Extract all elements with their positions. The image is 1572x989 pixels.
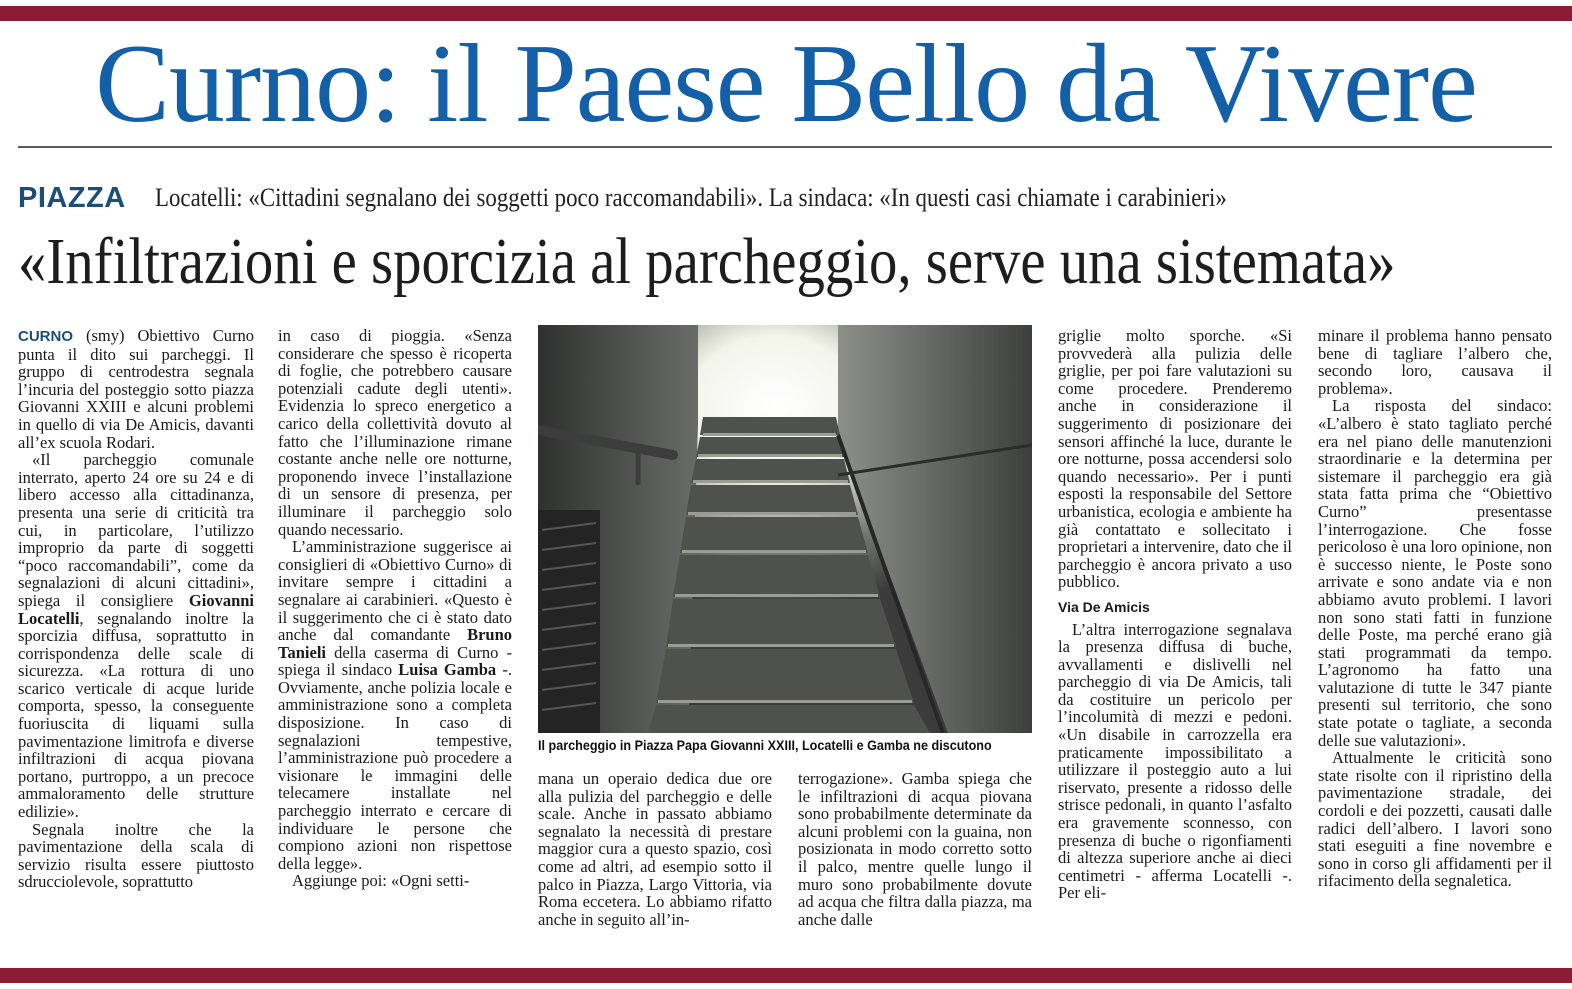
paragraph: in caso di pioggia. «Senza considerare che spesso è ricoperta di foglie, che potrebbero causare potenziali cadute degli utenti». Evidenzia lo spreco energetico a carico della collettività dovuto al fatto che l’illuminazione rimane costante anche nelle ore notturne, proponendo invece l’installazione di un sensore di presenza, per illuminare il parcheggio solo quando necessario.: [278, 326, 512, 539]
paragraph: Segnala inoltre che la pavimentazione della scala di servizio risulta essere piuttosto sdrucciolevole, soprattutto: [18, 819, 254, 892]
article-column-4: [798, 770, 1032, 928]
article-kicker: [18, 180, 1552, 216]
subheading: Via De Amicis: [1058, 598, 1150, 615]
paragraph-text: «Il parcheggio comunale interrato, aperto 24 ore su 24 e di libero accesso alla cittadinanza, presenta una serie di criticità tra cui, in particolare, l’utilizzo improprio da parte di soggetti “poco raccomandabili”, come da segnalazioni di alcuni cittadini», spiega il consigliere: [18, 450, 254, 610]
paragraph-text: della caserma di Curno - spiega il sindaco: [278, 642, 512, 680]
paragraph: Aggiunge poi: «Ogni setti-: [292, 871, 470, 891]
paragraph: La risposta del sindaco: «L’albero è stato tagliato perché era nel piano delle manutenzioni straordinarie e la determina per sistemare il parcheggio era già stata fatta prima che “Obiettivo Curno” presentasse l’interrogazione. Che fosse pericoloso è una loro opinione, non è successo niente, le Poste sono arrivate e sono andate via e non abbiamo avuto problemi. I lavori non sono stati fatti in funzione delle Poste, ma perché erano già stati programmati da tempo. L’agronomo ha fatto una valutazione di tutte le 347 piante presenti sul territorio, che sono state potate o tagliate, a seconda delle sue valutazioni».: [1318, 396, 1552, 750]
person-name: Giovanni Locatelli: [18, 590, 255, 628]
article-column-5: [1058, 327, 1292, 902]
paragraph: minare il problema hanno pensato bene di tagliare l’albero che, secondo loro, causava il problema».: [1318, 326, 1552, 398]
bottom-color-band: [0, 968, 1572, 983]
article-column-3: [538, 770, 772, 928]
article-column-6: [1318, 327, 1552, 890]
dateline: CURNO: [18, 328, 73, 345]
person-name: Bruno Tanieli: [278, 625, 512, 662]
paragraph-text: Obiettivo Curno punta il dito sui parcheggi. Il gruppo di centrodestra segnala l’incuria del posteggio sotto piazza Giovanni XXIII e alcuni problemi in quello di via De Amicis, davanti all’ex scuola Rodari.: [18, 326, 255, 452]
paragraph-text: L’amministrazione suggerisce ai consiglieri di «Obiettivo Curno» di invitare sempre i cittadini a segnalare ai carabinieri. «Questo è il suggerimento che ci è stato dato anche dal comandante: [278, 537, 512, 645]
paragraph: Attualmente le criticità sono state risolte con il ripristino della pavimentazione stradale, dei cordoli e dei pozzetti, causati dalle radici dell’albero. I lavori sono stati eseguiti a fine novembre e sono in corso gli affidamenti per il rifacimento della segnaletica.: [1318, 748, 1552, 891]
article-column-1: [18, 327, 254, 891]
photo-caption: Il parcheggio in Piazza Papa Giovanni XXIII, Locatelli e Gamba ne discutono: [538, 737, 992, 753]
article-photo: [538, 325, 1032, 733]
person-name: Luisa Gamba: [398, 660, 497, 680]
article-headline: «Infiltrazioni e sporcizia al parcheggio, serve una sistemata»: [18, 225, 1396, 298]
paragraph: mana un operaio dedica due ore alla pulizia del parcheggio e delle scale. Anche in passato abbiamo segnalato la necessità di prestare maggior cura a questo spazio, così come ad altri, ad esempio sotto il palco in Piazza, Largo Vittoria, via Roma eccetera. Lo abbiamo rifatto anche in seguito all’in-: [538, 769, 772, 929]
paragraph: [18, 451, 254, 820]
article-column-2: [278, 327, 512, 890]
page-masthead: Curno: il Paese Bello da Vivere: [95, 22, 1477, 146]
paragraph: terrogazione». Gamba spiega che le infiltrazioni di acqua piovana sono probabilmente determinate da alcuni problemi con la guaina, non posizionata in modo corretto sotto il palco, mentre quelle lungo il muro sono probabilmente dovute ad acqua che filtra dalla piazza, ma anche dalle: [798, 769, 1032, 929]
top-color-band: [0, 6, 1572, 21]
section-tag: PIAZZA: [18, 182, 126, 214]
paragraph: griglie molto sporche. «Si provvederà alla pulizia delle griglie, per poi fare valutazioni su come procedere. Prenderemo anche in considerazione il suggerimento di posizionare dei sensori affinché la luce, durante le ore notturne, possa accendersi solo quando necessario». Per i punti esposti la responsabile del Settore urbanistica, ecologia e ambiente ha già contattato e sollecitato i proprietari a intervenire, dato che il parcheggio è ancora privato a uso pubblico.: [1058, 326, 1292, 592]
byline: (smy): [85, 326, 125, 345]
paragraph: L’altra interrogazione segnalava la presenza diffusa di buche, avvallamenti e dislivelli nel parcheggio di via De Amicis, tali da costituire un pericolo per l’incolumità di mezzi e pedoni. «Un disabile in carrozzella era praticamente impossibilitato a utilizzare il posteggio auto a lui riservato, presente a ridosso delle strisce pedonali, in quanto l’asfalto era gravemente sconnesso, con presenza di buche o rigonfiamenti di altezza superiore anche ai dieci centimetri - afferma Locatelli -. Per eli-: [1058, 619, 1292, 903]
paragraph-text: , segnalando inoltre la sporcizia diffusa, soprattutto in corrispondenza delle scale di sicurezza. «La rottura di uno scarico verticale di acque luride comporta, spesso, la conseguente fuoriuscita di liquami sulla pavimentazione limitrofa e diverse infiltrazioni di acqua piovana portano, purtroppo, a un precoce ammaloramento delle strutture edilizie».: [18, 608, 254, 822]
masthead-rule: [18, 146, 1552, 148]
stairwell-image: [538, 325, 1032, 733]
paragraph: [18, 327, 254, 451]
paragraph: [278, 538, 512, 872]
paragraph-text: -. Ovviamente, anche polizia locale e amministrazione sono a completa disposizione. In caso di segnalazioni tempestive, l’amministrazione può procedere a visionare le immagini delle telecamere installate nel parcheggio interrato e cercare di individuare le persone che compiono azioni non rispettose della legge».: [278, 660, 512, 873]
kicker-text: Locatelli: «Cittadini segnalano dei soggetti poco raccomandabili». La sindaca: «In questi casi chiamate i carabinieri»: [155, 183, 1227, 212]
